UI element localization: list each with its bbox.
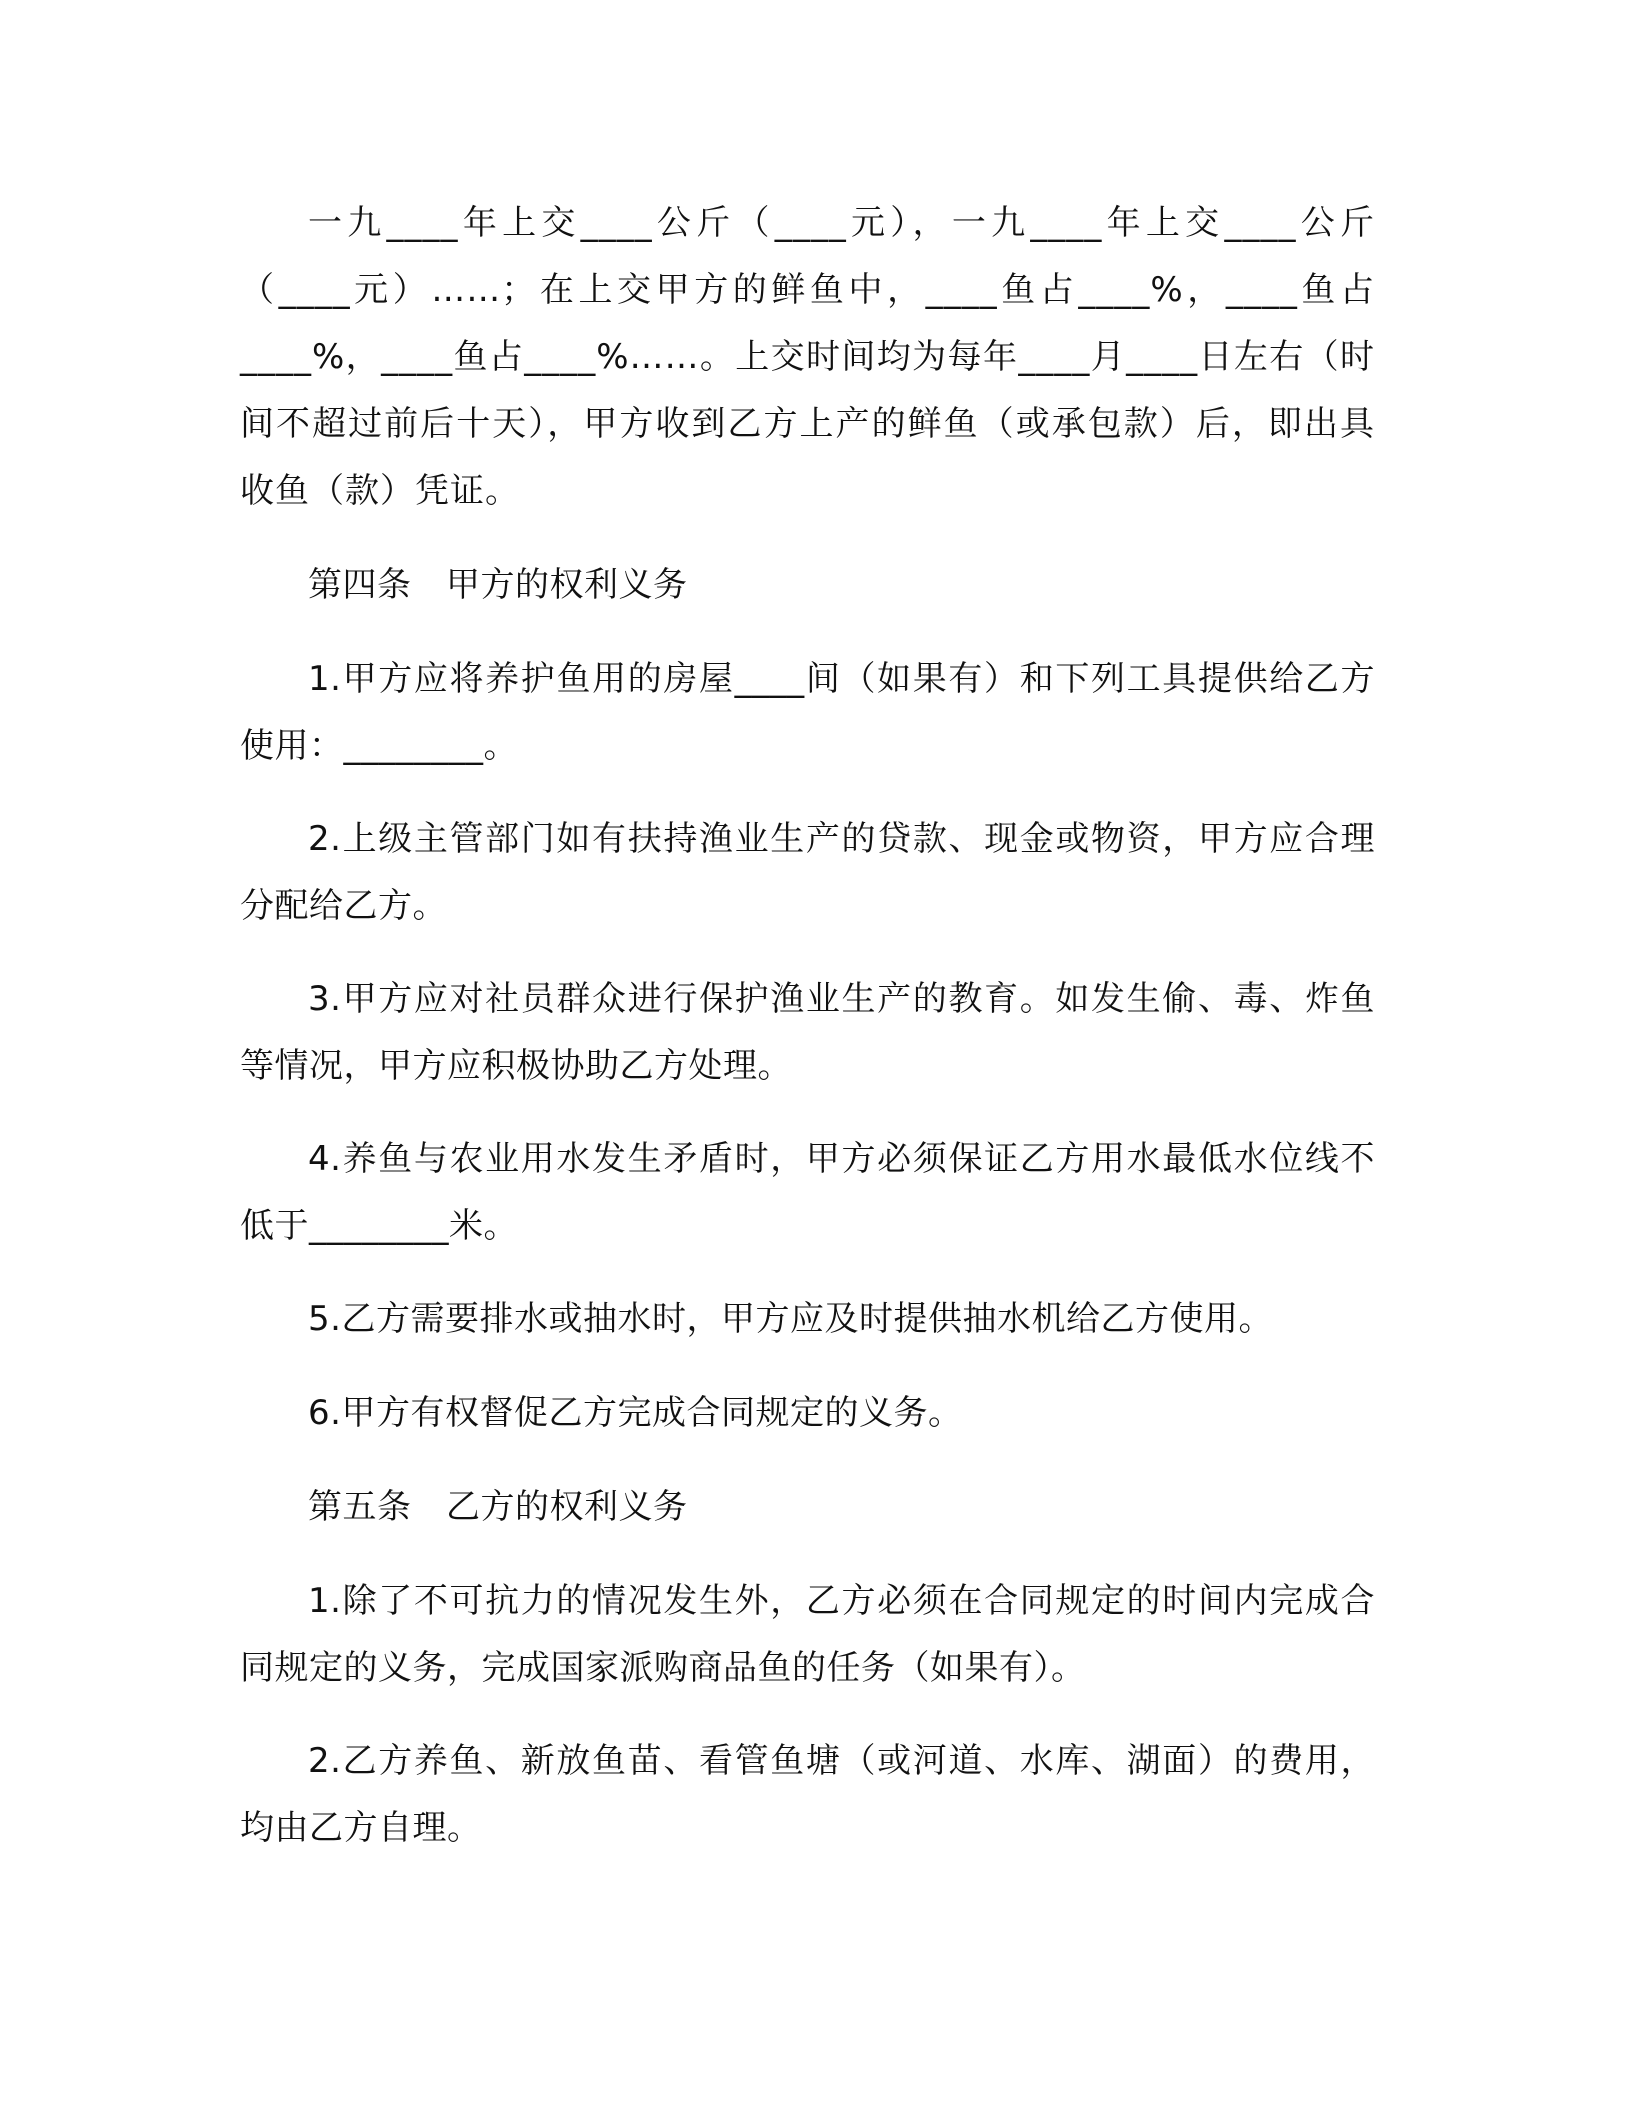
- article-5-item-2: 2.乙方养鱼、新放鱼苗、看管鱼塘（或河道、水库、湖面）的费用，均由乙方自理。: [240, 1741, 1375, 1848]
- article-5-heading: 第五条 乙方的权利义务: [308, 1487, 688, 1527]
- document-page: [240, 190, 1375, 1862]
- article-4-item-1: 1.甲方应将养护鱼用的房屋____间（如果有）和下列工具提供给乙方使用：________。: [240, 659, 1375, 766]
- article-4-item-4: 4.养鱼与农业用水发生矛盾时，甲方必须保证乙方用水最低水位线不低于________米。: [240, 1139, 1375, 1246]
- article-4-item-2: 2.上级主管部门如有扶持渔业生产的贷款、现金或物资，甲方应合理分配给乙方。: [240, 819, 1375, 926]
- article-4-heading: 第四条 甲方的权利义务: [308, 565, 688, 605]
- payment-terms-paragraph: 一九____年上交____公斤（____元），一九____年上交____公斤（____元）……；在上交甲方的鲜鱼中，____鱼占____%，____鱼占____%，____鱼占____%……。上交时间均为每年____月____日左右（时间不超过前后十天），甲方收到乙方上产的鲜鱼（或承包款）后，即出具收鱼（款）凭证。: [240, 203, 1375, 511]
- article-5-item-1: 1.除了不可抗力的情况发生外，乙方必须在合同规定的时间内完成合同规定的义务，完成国家派购商品鱼的任务（如果有）。: [240, 1581, 1375, 1688]
- article-4-item-6: 6.甲方有权督促乙方完成合同规定的义务。: [308, 1393, 963, 1433]
- article-4-item-5: 5.乙方需要排水或抽水时，甲方应及时提供抽水机给乙方使用。: [308, 1299, 1273, 1339]
- article-4-item-3: 3.甲方应对社员群众进行保护渔业生产的教育。如发生偷、毒、炸鱼等情况，甲方应积极协助乙方处理。: [240, 979, 1375, 1086]
